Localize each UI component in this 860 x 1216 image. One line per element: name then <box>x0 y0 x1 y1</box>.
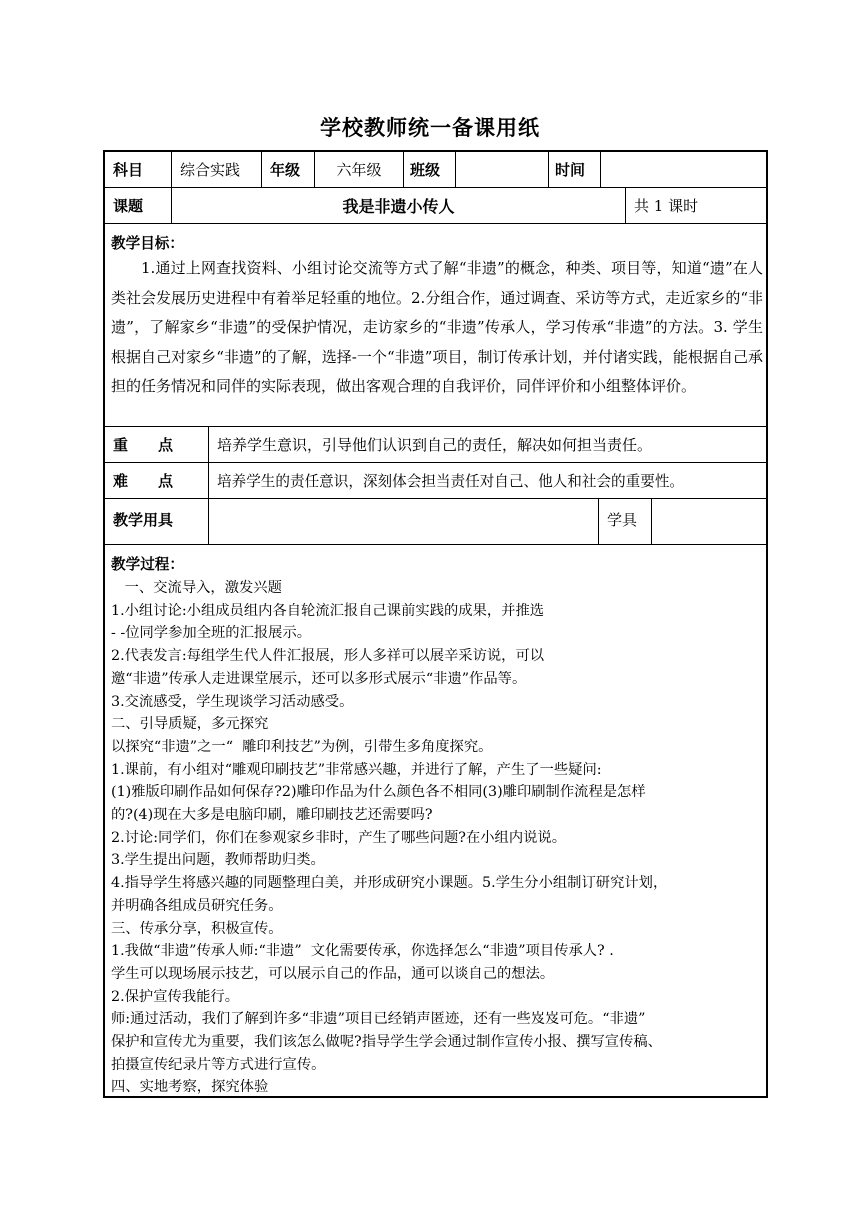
process-line: 一、交流导入，激发兴题 <box>111 580 282 596</box>
topic-label: 课题 <box>113 197 144 215</box>
key-point-text: 培养学生意识，引导他们认识到自己的责任，解决如何担当责任。 <box>208 427 766 462</box>
grade-value: 六年级 <box>314 152 403 187</box>
process-line: 的?(4)现在大多是电脑印刷，雕印刷技艺还需要吗? <box>111 807 433 824</box>
process-line: 保护和宣传尤为重要，我们该怎么做呢?指导学生学会通过制作宣传小报、撰写宣传稿、 <box>111 1034 662 1051</box>
process-line: 1.我做“非遗”传承人师:“非遗” 文化需要传承，你选择怎么“非遗”项目传承人? . <box>111 943 614 960</box>
difficulty-row <box>105 463 766 499</box>
lesson-hours: 共 1 课时 <box>625 188 766 223</box>
time-value[interactable] <box>600 152 766 187</box>
process-line: - -位同学参加全班的汇报展示。 <box>111 625 312 642</box>
process-line: 4.指导学生将感兴趣的同题整理白美，并形成研究小课题。5.学生分小组制订研究计划， <box>111 875 668 892</box>
header-row <box>105 152 766 188</box>
student-tools-label: 学具 <box>598 499 651 544</box>
process-line: 师:通过活动，我们了解到许多“非遗”项目已经销声匿迹，还有一些岌岌可危。“非遗” <box>111 1011 646 1028</box>
process-line: 四、实地考察，探究体验 <box>111 1079 269 1096</box>
process-row <box>105 545 766 1096</box>
process-line: (1)雅版印刷作品如何保存?2)雕印作品为什么颜色各不相同(3)雕印刷制作流程是怎样 <box>111 784 646 801</box>
process-line: 3.学生提出问题，教师帮助归类。 <box>111 852 325 869</box>
class-value[interactable] <box>455 152 548 187</box>
process-line: 1.课前，有小组对“雕观印刷技艺”非常感兴趣，并进行了解，产生了一些疑问: <box>111 761 602 778</box>
lesson-plan-table <box>103 150 768 1098</box>
topic-row <box>105 188 766 224</box>
class-label: 班级 <box>403 152 455 187</box>
document-title: 学校教师统一备课用纸 <box>320 116 540 140</box>
process-text <box>111 577 765 1099</box>
time-label: 时间 <box>548 152 600 187</box>
process-line: 学生可以现场展示技艺，可以展示自己的作品，通可以谈自己的想法。 <box>111 965 555 982</box>
process-line: 1.小组讨论:小组成员组内各自轮流汇报自己课前实践的成果，并推选 <box>111 602 545 619</box>
objectives-text: 1.通过上网查找资料、小组讨论交流等方式了解“非遗”的概念，种类、项目等，知道“遗”在人类社会发展历史进程中有着举足轻重的地位。2.分组合作，通过调查、采访等方式，走近家乡的“非遗”，了解家乡“非遗”的受保护情况，走访家乡的“非遗”传承人，学习传承“非遗”的方法。3. 学生根据自己对家乡“非遗”的了解，选择-一个“非遗”项目，制订传承计划，并付诸实践，能根据自己承担的任务情况和同伴的实际表现，做出客观合理的自我评价，同伴评价和小组整体评价。 <box>111 259 763 395</box>
difficulty-label: 难 点 <box>113 472 174 490</box>
objectives-row <box>105 224 766 427</box>
process-line: 以探究“非遗”之一“ 雕印利技艺”为例，引带生多角度探究。 <box>111 738 493 755</box>
tools-label: 教学用具 <box>113 511 174 529</box>
process-line: 2.讨论:同学们，你们在参观家乡非时，产生了哪些问题?在小组内说说。 <box>111 829 567 846</box>
process-line: 3.交流感受，学生现谈学习活动感受。 <box>111 693 354 710</box>
process-line: 2.代表发言:每组学生代人件汇报展，形人多祥可以展辛采访说，可以 <box>111 648 545 665</box>
key-point-label: 重 点 <box>113 436 174 454</box>
tools-value[interactable] <box>208 499 598 544</box>
process-line: 并明确各组成员研究任务。 <box>111 897 283 914</box>
subject-label: 科目 <box>113 161 144 179</box>
subject-value: 综合实践 <box>171 152 261 187</box>
topic-value: 我是非遗小传人 <box>171 188 625 223</box>
process-line: 二、引导质疑，多元探究 <box>111 716 269 733</box>
tools-row <box>105 499 766 545</box>
grade-label: 年级 <box>261 152 314 187</box>
process-label: 教学过程： <box>111 556 184 573</box>
process-line: 2.保护宣传我能行。 <box>111 988 240 1005</box>
objectives-label: 教学目标： <box>111 235 184 252</box>
difficulty-text: 培养学生的责任意识，深刻体会担当责任对自己、他人和社会的重要性。 <box>208 463 766 498</box>
process-line: 三、传承分享，积极宣传。 <box>111 920 283 937</box>
process-line: 拍摄宣传纪录片等方式进行宣传。 <box>111 1056 326 1073</box>
process-line: 邀“非遗”传承人走进课堂展示，还可以多形式展示“非遗”作品等。 <box>111 670 527 687</box>
key-point-row <box>105 427 766 463</box>
student-tools-value[interactable] <box>651 499 766 544</box>
